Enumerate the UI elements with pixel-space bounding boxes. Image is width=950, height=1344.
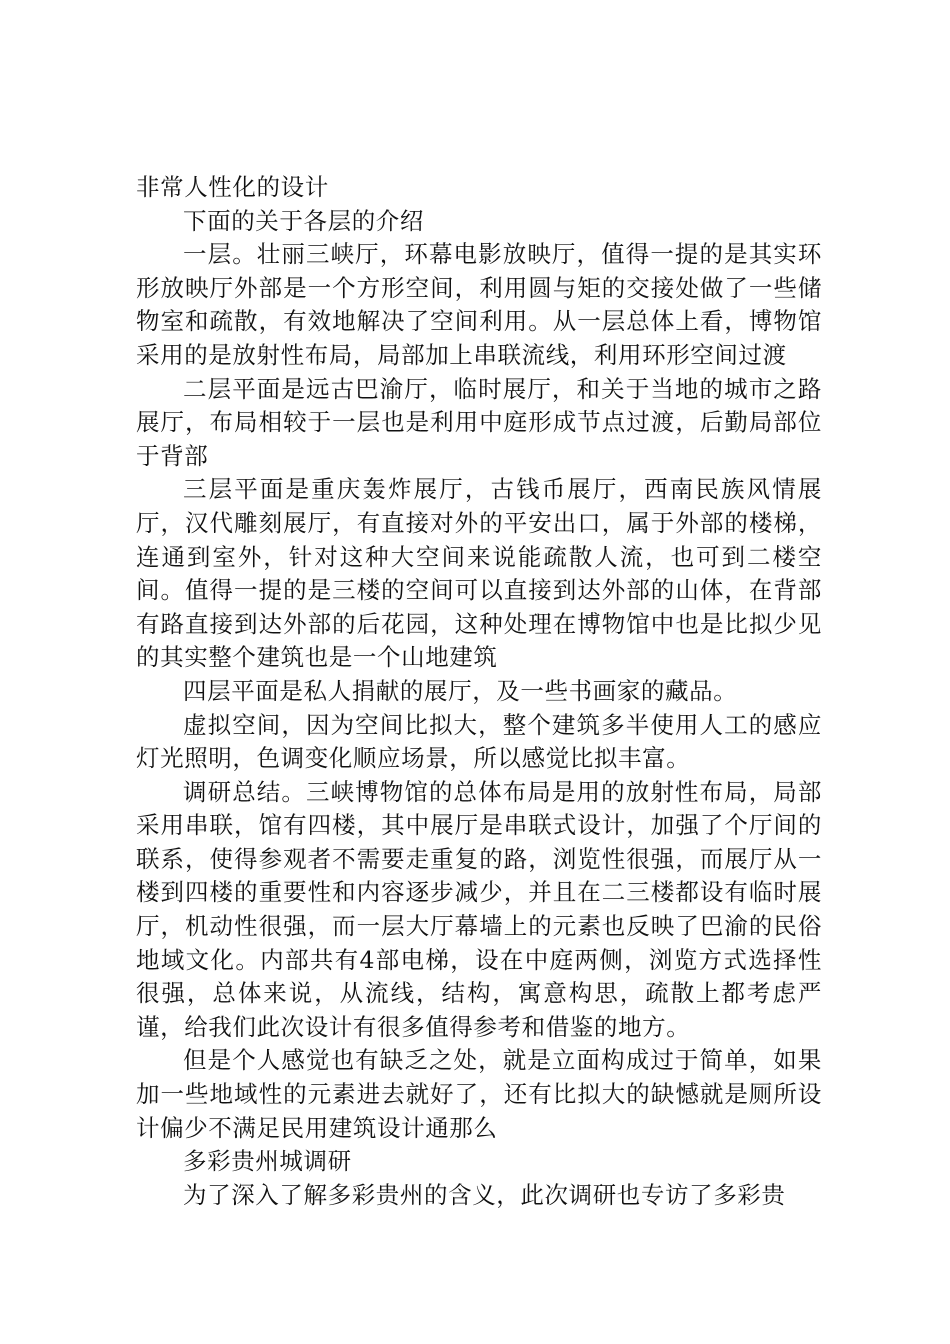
paragraph-floor-2: 二层平面是远古巴渝厅，临时展厅，和关于当地的城市之路展厅，布局相较于一层也是利用中庭形成节点过渡，后勤局部位于背部 (136, 374, 822, 470)
document-page (136, 171, 822, 1212)
paragraph-floor-4: 四层平面是私人捐献的展厅，及一些书画家的藏品。 (183, 676, 738, 705)
paragraph-guizhou-heading: 多彩贵州城调研 (183, 1147, 352, 1176)
paragraph-guizhou-intro: 为了深入了解多彩贵州的含义，此次调研也专访了多彩贵 (183, 1180, 786, 1209)
paragraph-shortcomings: 但是个人感觉也有缺乏之处，就是立面构成过于简单，如果加一些地域性的元素进去就好了，还有比拟大的缺憾就是厕所设计偏少不满足民用建筑设计通那么 (136, 1046, 822, 1142)
paragraph-virtual-space: 虚拟空间，因为空间比拟大，整个建筑多半使用人工的感应灯光照明，色调变化顺应场景，所以感觉比拟丰富。 (136, 710, 822, 773)
paragraph-summary: 调研总结。三峡博物馆的总体布局是用的放射性布局，局部采用串联，馆有四楼，其中展厅是串联式设计，加强了个厅间的联系，使得参观者不需要走重复的路，浏览性很强，而展厅从一楼到四楼的重要性和内容逐步减少，并且在二三楼都设有临时展厅，机动性很强，而一层大厅幕墙上的元素也反映了巴渝的民俗地域文化。内部共有4部电梯，设在中庭两侧，浏览方式选择性很强，总体来说，从流线，结构，寓意构思，疏散上都考虑严谨，给我们此次设计有很多值得参考和借鉴的地方。 (136, 777, 822, 1041)
paragraph-intro: 非常人性化的设计 (136, 173, 329, 201)
paragraph-floor-3: 三层平面是重庆轰炸展厅，古钱币展厅，西南民族风情展厅，汉代雕刻展厅，有直接对外的平安出口，属于外部的楼梯，连通到室外，针对这种大空间来说能疏散人流，也可到二楼空间。值得一提的是三楼的空间可以直接到达外部的山体，在背部有路直接到达外部的后花园，这种处理在博物馆中也是比拟少见的其实整个建筑也是一个山地建筑 (136, 475, 822, 672)
paragraph-floors-heading: 下面的关于各层的介绍 (183, 206, 424, 235)
paragraph-floor-1: 一层。壮丽三峡厅，环幕电影放映厅，值得一提的是其实环形放映厅外部是一个方形空间，利用圆与矩的交接处做了一些储物室和疏散，有效地解决了空间利用。从一层总体上看，博物馆采用的是放射性布局，局部加上串联流线，利用环形空间过渡 (136, 240, 822, 369)
